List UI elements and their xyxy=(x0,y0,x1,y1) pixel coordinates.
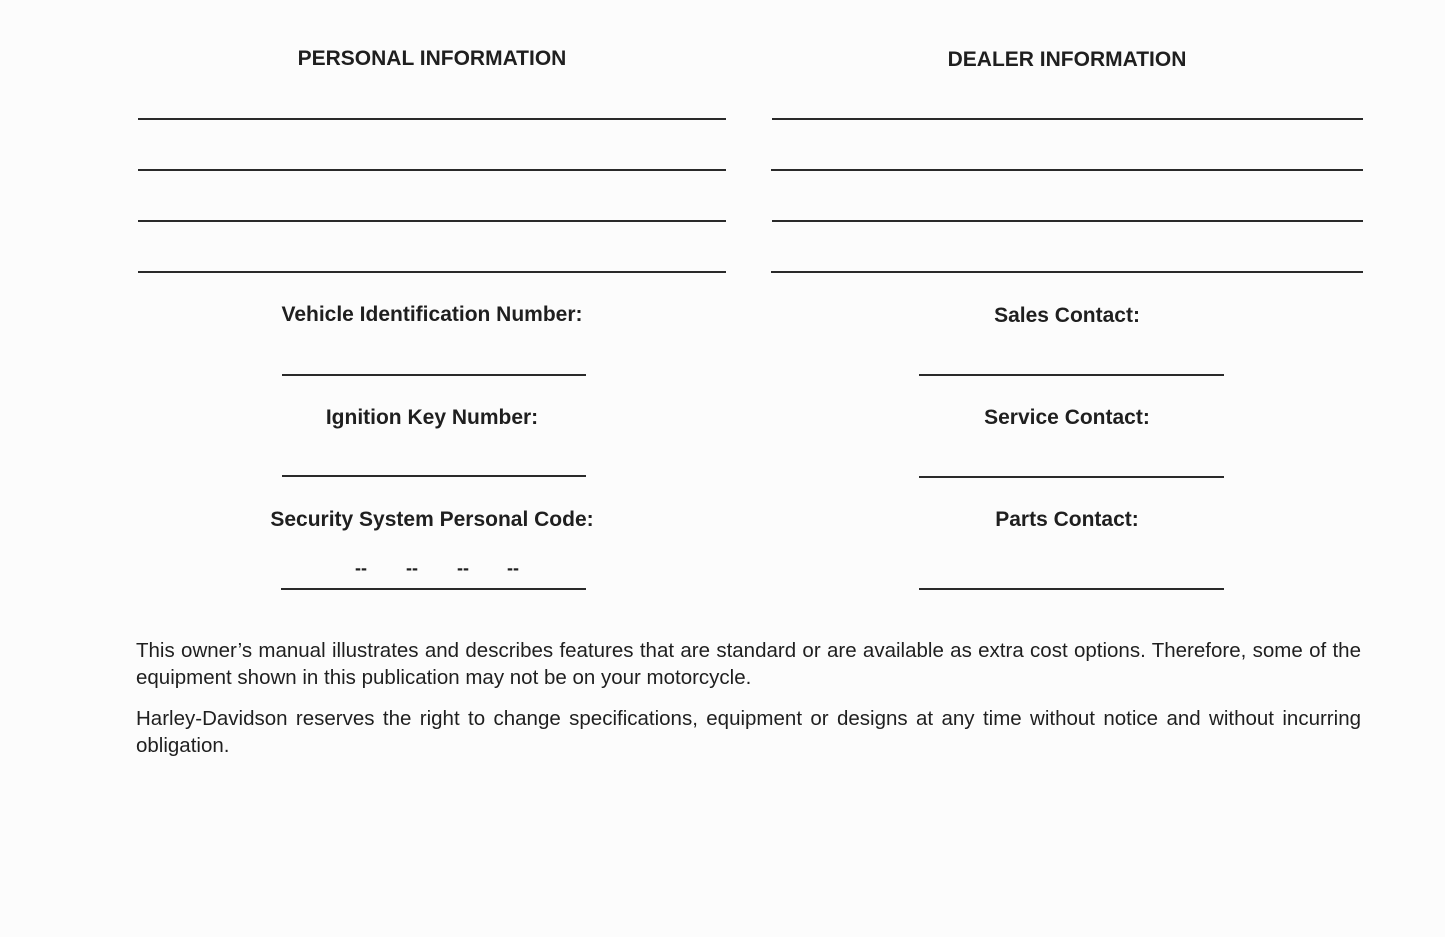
vin-label: Vehicle Identification Number: xyxy=(281,303,583,326)
parts-contact-label: Parts Contact: xyxy=(995,508,1139,531)
dealer-info-line-3[interactable] xyxy=(772,220,1363,222)
security-code-digit-1: -- xyxy=(355,558,367,578)
service-contact-field[interactable] xyxy=(919,476,1224,478)
security-code-field[interactable] xyxy=(281,588,586,590)
ignition-key-label: Ignition Key Number: xyxy=(325,406,539,429)
security-code-digit-2: -- xyxy=(406,558,418,578)
parts-contact-field[interactable] xyxy=(919,588,1224,590)
security-code-label: Security System Personal Code: xyxy=(270,508,594,531)
personal-info-line-2[interactable] xyxy=(138,169,726,171)
ignition-key-field[interactable] xyxy=(282,475,586,477)
personal-information-heading: PERSONAL INFORMATION xyxy=(297,47,567,70)
dealer-info-line-2[interactable] xyxy=(771,169,1363,171)
equipment-notice: This owner’s manual illustrates and describes features that are standard or are available as extra cost options. Therefore, some of the equipment shown in this publication may not be on your motorcycle. xyxy=(136,639,1361,689)
dealer-information-heading: DEALER INFORMATION xyxy=(947,48,1187,71)
security-code-digit-4: -- xyxy=(507,558,519,578)
dealer-info-line-4[interactable] xyxy=(771,271,1363,273)
service-contact-label: Service Contact: xyxy=(984,406,1150,429)
dealer-info-line-1[interactable] xyxy=(772,118,1363,120)
personal-info-line-3[interactable] xyxy=(138,220,726,222)
personal-info-line-4[interactable] xyxy=(138,271,726,273)
vin-field[interactable] xyxy=(282,374,586,376)
sales-contact-label: Sales Contact: xyxy=(994,304,1140,327)
sales-contact-field[interactable] xyxy=(919,374,1224,376)
security-code-digit-3: -- xyxy=(457,558,469,578)
rights-notice: Harley-Davidson reserves the right to change specifications, equipment or designs at any time without notice and without incurring obligation. xyxy=(136,707,1361,757)
personal-info-line-1[interactable] xyxy=(138,118,726,120)
